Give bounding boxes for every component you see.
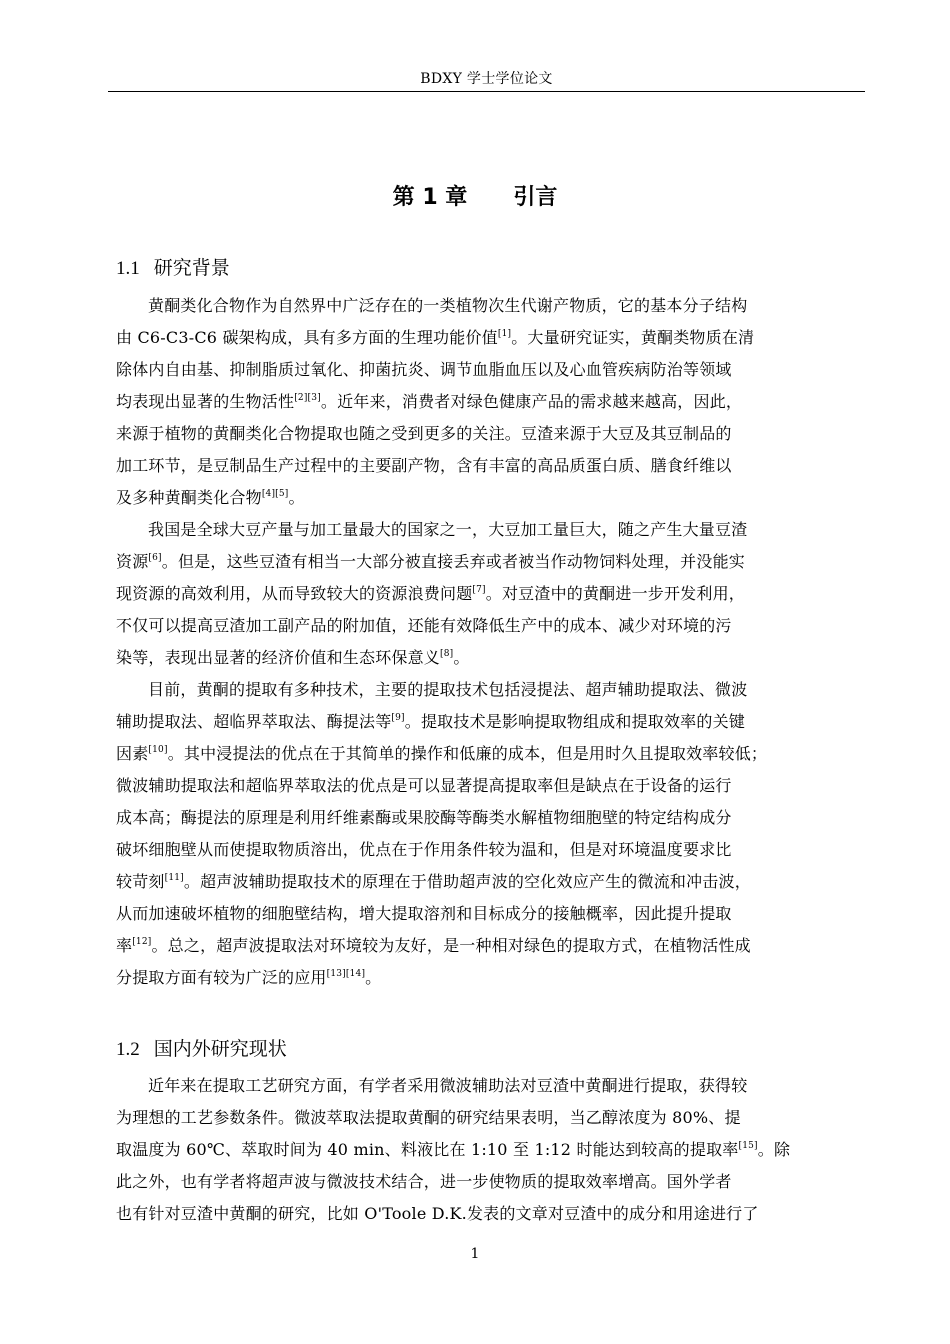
paragraph-4 — [116, 1070, 858, 1230]
text-run: 微波辅助提取法和超临界萃取法的优点是可以显著提高提取率但是缺点在于设备的运行 — [116, 776, 732, 795]
text-run: 。提取技术是影响提取物组成和提取效率的关键 — [404, 712, 745, 731]
citation-ref: [12] — [132, 937, 152, 947]
text-run: 从而加速破坏植物的细胞壁结构，增大提取溶剂和目标成分的接触概率，因此提升提取 — [116, 904, 732, 923]
text-line — [116, 290, 858, 322]
text-run: 因素 — [116, 744, 149, 763]
text-run: 。 — [288, 488, 305, 507]
text-line — [116, 770, 858, 802]
text-run: 及多种黄酮类化合物 — [116, 488, 262, 507]
page-number: 1 — [470, 1246, 480, 1262]
text-run: 。总之，超声波提取法对环境较为友好，是一种相对绿色的提取方式，在植物活性成 — [151, 936, 751, 955]
text-run: 不仅可以提高豆渣加工副产品的附加值，还能有效降低生产中的成本、减少对环境的污 — [116, 616, 732, 635]
citation-ref: [11] — [164, 873, 184, 883]
text-run: 黄酮类化合物作为自然界中广泛存在的一类植物次生代谢产物质，它的基本分子结构 — [148, 296, 748, 315]
text-run: 辅助提取法、超临界萃取法、酶提法等 — [116, 712, 392, 731]
section-heading-1-2 — [116, 1034, 287, 1061]
text-line — [116, 802, 858, 834]
citation-ref: [9] — [391, 713, 405, 723]
text-run: 。但是，这些豆渣有相当一大部分被直接丢弃或者被当作动物饲料处理，并没能实 — [161, 552, 745, 571]
text-run: 。近年来，消费者对绿色健康产品的需求越来越高，因此， — [320, 392, 743, 411]
text-run: 。 — [365, 968, 382, 987]
paragraph-2 — [116, 514, 858, 674]
section-title: 国内外研究现状 — [153, 1038, 287, 1060]
text-line — [116, 1102, 858, 1134]
text-run: 也有针对豆渣中黄酮的研究，比如 O'Toole D.K.发表的文章对豆渣中的成分和用途进行了 — [116, 1204, 759, 1223]
text-line — [116, 930, 858, 962]
text-line — [116, 386, 858, 418]
text-line — [116, 1070, 858, 1102]
text-run: 加工环节，是豆制品生产过程中的主要副产物，含有丰富的高品质蛋白质、膳食纤维以 — [116, 456, 732, 475]
citation-ref: [6] — [148, 553, 162, 563]
text-line — [116, 738, 858, 770]
text-run: 资源 — [116, 552, 149, 571]
text-run: 成本高；酶提法的原理是利用纤维素酶或果胶酶等酶类水解植物细胞壁的特定结构成分 — [116, 808, 732, 827]
paragraph-3 — [116, 674, 858, 994]
citation-ref: [10] — [148, 745, 168, 755]
header-rule — [108, 91, 865, 92]
text-line — [116, 1166, 858, 1198]
citation-ref: [2][3] — [294, 393, 321, 403]
text-run: 。 — [453, 648, 470, 667]
text-line — [116, 898, 858, 930]
text-run: 率 — [116, 936, 133, 955]
text-line — [116, 514, 858, 546]
text-run: 较苛刻 — [116, 872, 165, 891]
text-run: 我国是全球大豆产量与加工量最大的国家之一，大豆加工量巨大，随之产生大量豆渣 — [148, 520, 748, 539]
text-run: 。除 — [757, 1140, 791, 1159]
section-number: 1.1 — [116, 258, 140, 279]
text-line — [116, 418, 858, 450]
text-line — [116, 706, 858, 738]
section-title: 研究背景 — [153, 257, 230, 279]
text-run: 。超声波辅助提取技术的原理在于借助超声波的空化效应产生的微流和冲击波， — [183, 872, 751, 891]
text-run: 。大量研究证实，黄酮类物质在清 — [511, 328, 755, 347]
chapter-title — [0, 180, 950, 211]
text-run: 除体内自由基、抑制脂质过氧化、抑菌抗炎、调节血脂血压以及心血管疾病防治等领域 — [116, 360, 732, 379]
text-line — [116, 610, 858, 642]
running-header: BDXY 学士学位论文 — [420, 71, 553, 87]
text-line — [116, 354, 858, 386]
citation-ref: [4][5] — [261, 489, 289, 499]
text-line — [116, 546, 858, 578]
citation-ref: [15] — [738, 1141, 758, 1151]
chapter-name: 引言 — [513, 185, 558, 210]
text-line — [116, 482, 858, 514]
text-line — [116, 834, 858, 866]
citation-ref: [13][14] — [326, 969, 366, 979]
text-line — [116, 322, 858, 354]
text-run: 。其中浸提法的优点在于其简单的操作和低廉的成本，但是用时久且提取效率较低； — [167, 744, 768, 763]
text-line — [116, 674, 858, 706]
text-line — [116, 1198, 858, 1230]
text-line — [116, 450, 858, 482]
citation-ref: [1] — [497, 329, 512, 339]
citation-ref: [8] — [440, 649, 454, 659]
text-run: 由 C6-C3-C6 碳架构成，具有多方面的生理功能价值 — [116, 328, 498, 347]
text-run: 现资源的高效利用，从而导致较大的资源浪费问题 — [116, 584, 473, 603]
text-line — [116, 866, 858, 898]
text-run: 。对豆渣中的黄酮进一步开发利用， — [485, 584, 745, 603]
text-line — [116, 642, 858, 674]
text-line — [116, 962, 858, 994]
section-number: 1.2 — [116, 1039, 140, 1060]
text-run: 染等，表现出显著的经济价值和生态环保意义 — [116, 648, 441, 667]
text-run: 来源于植物的黄酮类化合物提取也随之受到更多的关注。豆渣来源于大豆及其豆制品的 — [116, 424, 732, 443]
text-run: 近年来在提取工艺研究方面，有学者采用微波辅助法对豆渣中黄酮进行提取，获得较 — [148, 1076, 748, 1095]
text-run: 为理想的工艺参数条件。微波萃取法提取黄酮的研究结果表明，当乙醇浓度为 80%、提 — [116, 1108, 741, 1127]
text-line — [116, 578, 858, 610]
text-run: 取温度为 60℃、萃取时间为 40 min、料液比在 1:10 至 1:12 时能达到较高的提取率 — [116, 1140, 739, 1159]
citation-ref: [7] — [472, 585, 486, 595]
text-run: 分提取方面有较为广泛的应用 — [116, 968, 327, 987]
chapter-number: 第 1 章 — [392, 185, 468, 210]
text-run: 此之外，也有学者将超声波与微波技术结合，进一步使物质的提取效率增高。国外学者 — [116, 1172, 732, 1191]
text-run: 破坏细胞壁从而使提取物质溶出，优点在于作用条件较为温和，但是对环境温度要求比 — [116, 840, 732, 859]
paragraph-1 — [116, 290, 858, 514]
section-heading-1-1 — [116, 253, 230, 280]
text-line — [116, 1134, 858, 1166]
text-run: 目前，黄酮的提取有多种技术，主要的提取技术包括浸提法、超声辅助提取法、微波 — [148, 680, 748, 699]
text-run: 均表现出显著的生物活性 — [116, 392, 295, 411]
